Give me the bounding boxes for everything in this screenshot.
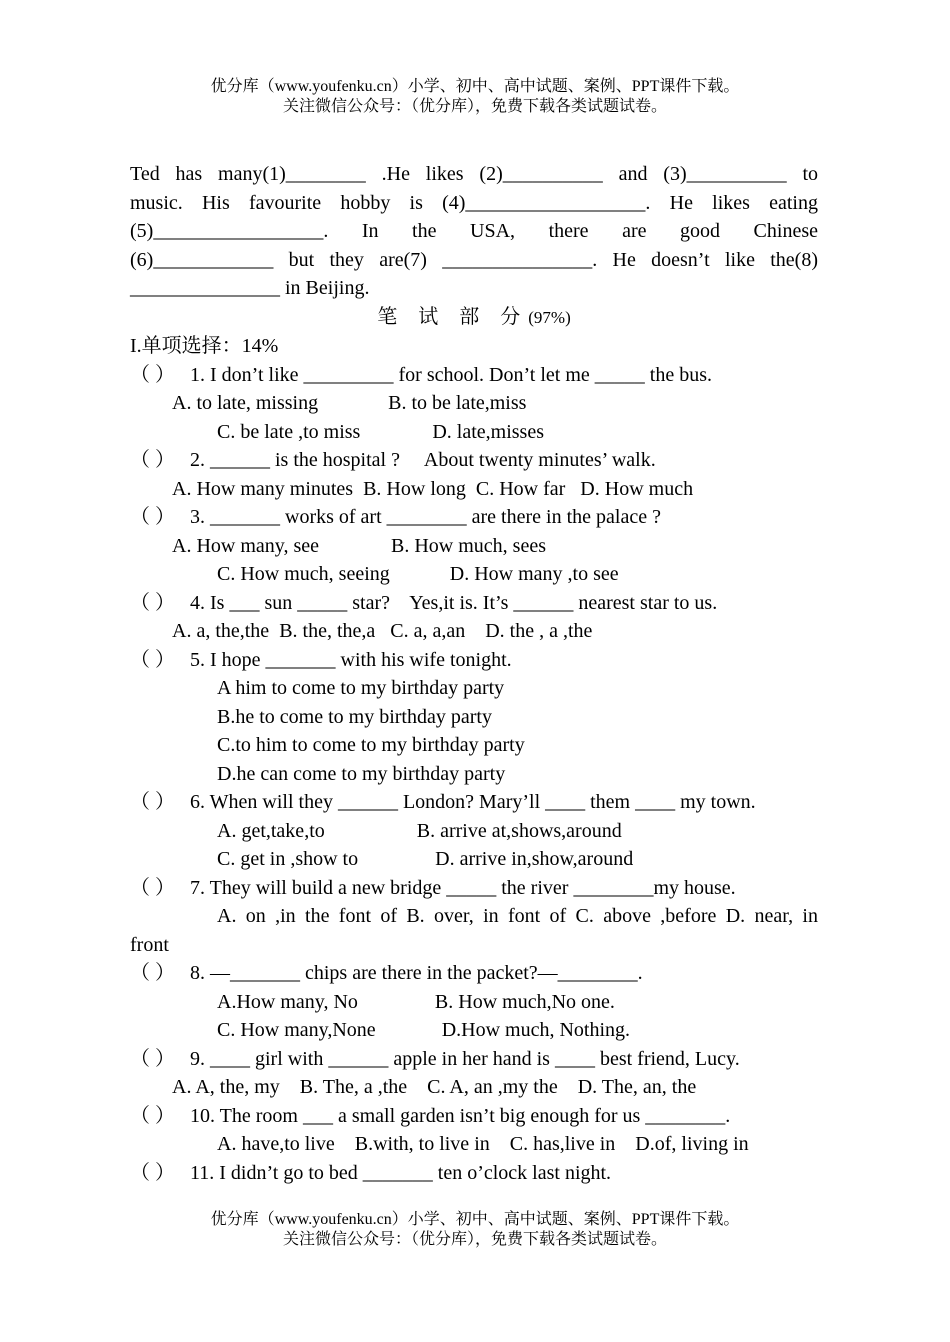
answer-paren[interactable]: （ ） [130,506,175,528]
question-stem: 11. I didn’t go to bed _______ ten o’clock last night. [190,1161,612,1184]
option-b: B. How much, sees [391,534,546,557]
options-row [130,817,818,846]
option-b: B. to be late,miss [388,392,527,414]
answer-paren[interactable]: （ ） [130,791,175,813]
options-row [130,389,818,418]
answer-paren[interactable]: （ ） [130,962,175,984]
passage [130,160,818,303]
question-5 [130,646,818,675]
question-stem: 5. I hope _______ with his wife tonight. [190,648,512,671]
options-row [130,532,818,561]
question-2 [130,446,818,475]
answer-paren[interactable]: （ ） [130,1047,175,1070]
question-stem: 3. _______ works of art ________ are there in the palace ? [190,506,661,528]
options-row [130,1016,818,1045]
answer-paren[interactable]: （ ） [130,363,175,386]
options-row: A. have,to live B.with, to live in C. has,live in D.of, living in [217,1133,749,1155]
section-title-text: 笔 试 部 分 [377,305,529,328]
question-8 [130,959,818,988]
option-d: D. arrive in,show,around [435,848,634,870]
option-d: D.he can come to my birthday party [217,762,506,785]
section-title [130,303,818,333]
option-c: C. How many,None [217,1019,376,1041]
options-row-continued: front [130,933,169,956]
question-stem: 2. ______ is the hospital ? About twenty minutes’ walk. [190,449,656,471]
section-percent: (97%) [528,307,571,327]
passage-line: (5)_________________. In the USA, there are good Chinese [130,220,818,242]
answer-paren[interactable]: （ ） [130,876,175,899]
option-a: A. How many, see [172,534,320,557]
page-footer [0,1210,950,1250]
options-row [130,988,818,1017]
question-stem: 8. —_______ chips are there in the packet?—________. [190,962,643,984]
question-11 [130,1159,818,1188]
question-stem: 4. Is ___ sun _____ star? Yes,it is. It’s ______ nearest star to us. [190,591,718,614]
header-line-1: 优分库（www.youfenku.cn）小学、初中、高中试题、案例、PPT课件下载。 [210,78,740,95]
footer-line-1: 优分库（www.youfenku.cn）小学、初中、高中试题、案例、PPT课件下载。 [210,1211,740,1228]
header-line-2: 关注微信公众号：（优分库），免费下载各类试题试卷。 [282,98,667,115]
passage-line: (6)____________ but they are(7) _______________. He doesn’t like the(8) [130,248,818,271]
option-d: D. late,misses [432,420,544,443]
exam-content [130,160,818,1187]
part-heading: I.单项选择：14% [130,335,279,357]
options-row [130,418,818,447]
question-7 [130,874,818,903]
options-row: A. a, the,the B. the, the,a C. a, a,an D. the , a ,the [172,620,593,642]
page-header [0,77,950,117]
options-row [130,845,818,874]
answer-paren[interactable]: （ ） [130,648,175,671]
question-stem: 1. I don’t like _________ for school. Don’t let me _____ the bus. [190,363,712,386]
answer-paren[interactable]: （ ） [130,591,175,614]
option-a: A.How many, No [217,990,358,1013]
question-1 [130,361,818,390]
option-a: A. to late, missing [172,392,319,414]
options-row: A. A, the, my B. The, a ,the C. A, an ,my the D. The, an, the [172,1076,697,1098]
question-10 [130,1102,818,1131]
passage-line: music. His favourite hobby is (4)__________________. He likes eating [130,191,818,214]
option-b: B. arrive at,shows,around [416,819,622,842]
question-stem: 9. ____ girl with ______ apple in her hand is ____ best friend, Lucy. [190,1047,740,1070]
passage-line: Ted has many(1)________ .He likes (2)__________ and (3)__________ to [130,163,818,185]
answer-paren[interactable]: （ ） [130,1104,175,1127]
option-a: A. get,take,to [217,819,325,842]
question-stem: 6. When will they ______ London? Mary’ll ____ them ____ my town. [190,791,756,813]
option-d: D. How many ,to see [449,563,619,585]
option-c: C. be late ,to miss [217,420,361,443]
question-3 [130,503,818,532]
option-b: B.he to come to my birthday party [217,705,492,728]
passage-line: _______________ in Beijing. [130,277,370,299]
option-a: A him to come to my birthday party [217,677,505,699]
question-stem: 7. They will build a new bridge _____ the river ________my house. [190,876,736,899]
option-c: C.to him to come to my birthday party [217,734,525,756]
option-d: D.How much, Nothing. [441,1019,631,1041]
option-c: C. How much, seeing [217,563,390,585]
question-9 [130,1045,818,1074]
footer-line-2: 关注微信公众号：（优分库），免费下载各类试题试卷。 [282,1231,667,1248]
option-b: B. How much,No one. [434,990,615,1013]
answer-paren[interactable]: （ ） [130,1161,175,1184]
answer-paren[interactable]: （ ） [130,449,175,471]
question-4 [130,589,818,618]
question-stem: 10. The room ___ a small garden isn’t big enough for us ________. [190,1104,731,1127]
options-row: A. How many minutes B. How long C. How far D. How much [172,477,694,500]
options-row [130,560,818,589]
option-c: C. get in ,show to [217,848,359,870]
options-row: A. on ,in the font of B. over, in font of C. above ,before D. near, in [217,905,818,927]
question-6 [130,788,818,817]
